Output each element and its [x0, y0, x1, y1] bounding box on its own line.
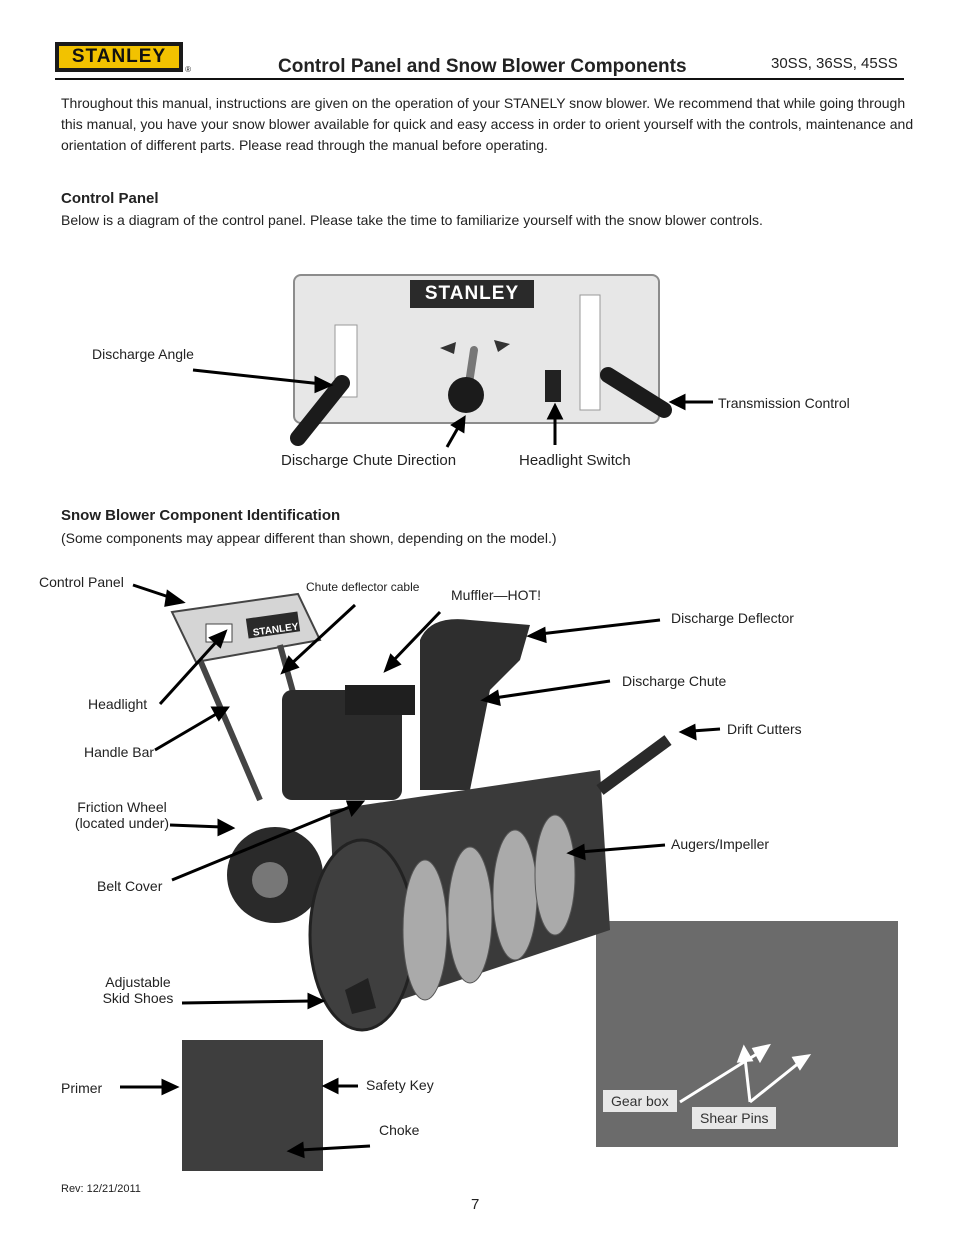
- control-panel-arrows: [193, 370, 713, 447]
- label-friction-wheel-line2: (located under): [74, 815, 170, 831]
- label-primer: Primer: [61, 1080, 103, 1096]
- label-control-panel: Control Panel: [39, 574, 124, 590]
- label-friction-wheel: [68, 799, 176, 831]
- registered-mark-icon: ®: [185, 65, 191, 74]
- logo-text: STANLEY: [59, 46, 179, 68]
- label-discharge-chute: Discharge Chute: [622, 673, 727, 689]
- intro-paragraph: Throughout this manual, instructions are given on the operation of your STANELY snow blower. We recommend that while going through this manual, you have your snow blower available for quick and easy access in order to orient yourself with the controls, maintenance and orientation of different parts. Please read through the manual before operating.: [61, 95, 914, 153]
- label-gear-box: Gear box: [603, 1090, 677, 1112]
- label-skid-shoes-line2: Skid Shoes: [102, 990, 174, 1006]
- label-transmission-control: Transmission Control: [718, 395, 850, 411]
- label-friction-wheel-line1: Friction Wheel: [77, 799, 167, 815]
- label-skid-shoes: [88, 974, 188, 1006]
- label-safety-key: Safety Key: [366, 1077, 434, 1093]
- label-handle-bar: Handle Bar: [84, 744, 155, 760]
- label-discharge-angle: Discharge Angle: [92, 346, 194, 362]
- components-note: (Some components may appear different than shown, depending on the model.): [61, 530, 557, 546]
- label-skid-shoes-line1: Adjustable: [105, 974, 171, 990]
- label-muffler: Muffler—HOT!: [451, 587, 541, 603]
- label-headlight-switch: Headlight Switch: [519, 452, 631, 469]
- snow-blower-drawing: [172, 594, 668, 1030]
- page-title: Control Panel and Snow Blower Components: [278, 56, 687, 77]
- control-panel-description: Below is a diagram of the control panel. Please take the time to familiarize yourself with the snow blower controls.: [61, 212, 763, 228]
- panel-brand-plate: STANLEY: [410, 280, 534, 308]
- label-augers-impeller: Augers/Impeller: [671, 836, 770, 852]
- control-panel-heading: Control Panel: [61, 190, 159, 207]
- shear-pin-arrows: [680, 1046, 808, 1102]
- label-discharge-chute-direction: Discharge Chute Direction: [281, 452, 457, 469]
- label-choke: Choke: [379, 1122, 420, 1138]
- revision-date: Rev: 12/21/2011: [61, 1183, 141, 1195]
- label-belt-cover: Belt Cover: [97, 878, 163, 894]
- machine-brand-text: STANLEY: [252, 621, 300, 639]
- components-heading: Snow Blower Component Identification: [61, 507, 341, 524]
- label-headlight: Headlight: [88, 696, 148, 712]
- label-discharge-deflector: Discharge Deflector: [671, 610, 794, 626]
- page-number: 7: [471, 1196, 480, 1213]
- label-chute-deflector-cable: Chute deflector cable: [306, 580, 420, 594]
- label-shear-pins: Shear Pins: [692, 1107, 776, 1129]
- model-numbers: 30SS, 36SS, 45SS: [771, 55, 898, 72]
- label-drift-cutters: Drift Cutters: [727, 721, 802, 737]
- control-panel-drawing: [298, 295, 664, 438]
